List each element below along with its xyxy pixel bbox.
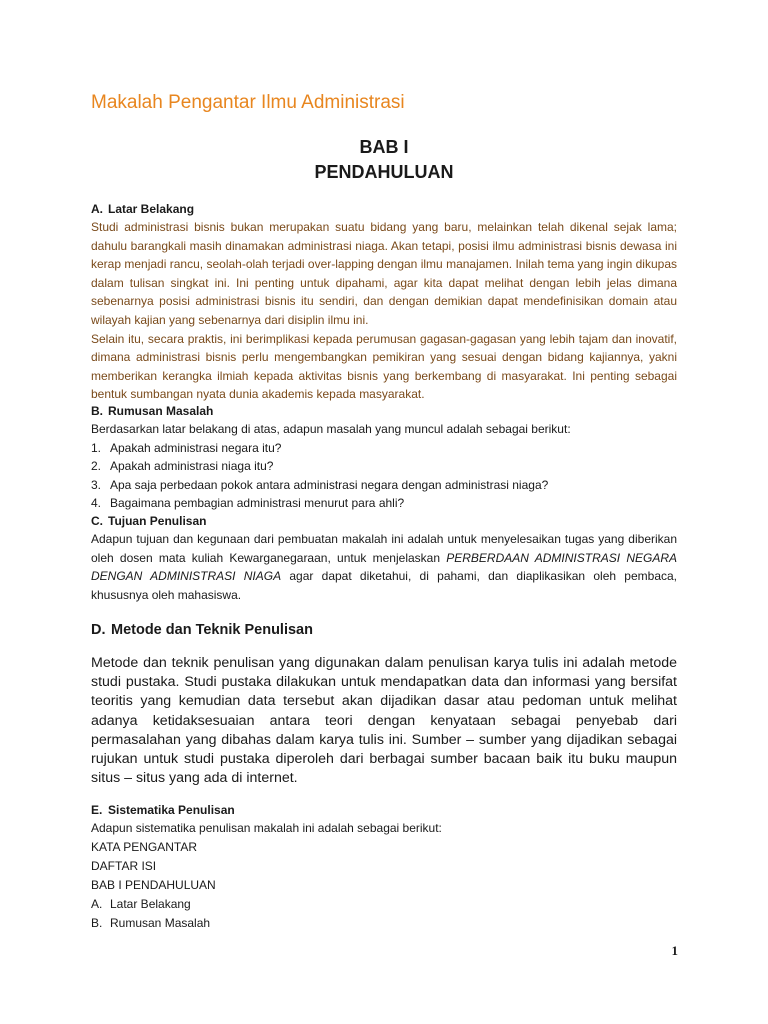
section-d-number: D. — [91, 622, 106, 638]
outline-line: KATA PENGANTAR — [91, 840, 198, 854]
section-c-title: Tujuan Penulisan — [108, 514, 207, 528]
list-item-number: 2. — [91, 459, 102, 474]
section-b-heading — [91, 402, 677, 420]
page-number: 1 — [671, 943, 678, 958]
list-item-text: Apakah administrasi negara itu? — [110, 440, 282, 455]
list-item-text: Bagaimana pembagian administrasi menurut para ahli? — [110, 496, 405, 511]
chapter-number: BAB I — [359, 137, 409, 157]
outline-sub-item — [91, 914, 677, 933]
list-item-number: 1. — [91, 440, 102, 455]
section-c-text-after: agar dapat diketahui, di pahami, dan diaplikasikan oleh pembaca, khususnya oleh mahasiswa. — [91, 569, 678, 602]
outline-sub-item-text: Rumusan Masalah — [110, 916, 211, 930]
section-c-text-before: Adapun tujuan dan kegunaan dari pembuatan makalah ini adalah untuk menyelesaikan tugas yang diberikan oleh dosen mata kuliah Kewarganegaraan, untuk menjelaskan — [91, 532, 677, 565]
list-item-number: 3. — [91, 477, 102, 492]
list-item — [91, 439, 677, 458]
list-item-text: Apa saja perbedaan pokok antara administrasi negara dengan administrasi niaga? — [110, 477, 549, 492]
outline-list — [91, 819, 677, 933]
section-d-title: Metode dan Teknik Penulisan — [111, 622, 313, 638]
section-e-title: Sistematika Penulisan — [108, 803, 235, 817]
outline-intro: Adapun sistematika penulisan makalah ini adalah sebagai berikut: — [91, 821, 442, 835]
section-e-heading — [91, 801, 677, 819]
section-tujuan-penulisan — [91, 512, 677, 604]
section-latar-belakang — [91, 200, 677, 404]
section-e-number: E. — [91, 803, 103, 817]
problem-list — [91, 439, 677, 513]
section-sistematika-penulisan — [91, 801, 677, 933]
list-item-text: Apakah administrasi niaga itu? — [110, 459, 274, 474]
section-a-paragraph-2: Selain itu, secara praktis, ini berimplikasi kepada perumusan gagasan-gagasan yang lebih tajam dan inovatif, dimana administrasi bisnis perlu mengembangkan pemikiran yang sesuai dengan bidang kajiannya, yakni memberikan kerangka ilmiah kepada aktivitas bisnis yang berkembang di masyarakat. Ini penting sebagai bentuk sumbangan nyata dunia akademis kepada masyarakat. — [91, 331, 677, 402]
document-title: Makalah Pengantar Ilmu Administrasi — [91, 92, 405, 113]
section-a-paragraph-1: Studi administrasi bisnis bukan merupakan suatu bidang yang baru, melainkan telah dikenal sejak lama; dahulu barangkali masih dinamakan administrasi niaga. Akan tetapi, posisi ilmu administrasi bisnis dewasa ini kerap menjadi rancu, seolah-olah terjadi over-lapping dengan ilmu manajamen. Inilah tema yang ingin dikupas dalam tulisan singkat ini. Ini penting untuk dipahami, agar kita dapat melihat dengan lebih jelas dimana sebenarnya posisi administrasi bisnis itu sendiri, dan dengan demikian dapat mendefinisikan domain atau wilayah kajian yang sebenarnya dari disiplin ilmu ini. — [91, 220, 677, 327]
outline-line: DAFTAR ISI — [91, 859, 157, 873]
outline-sub-item-letter: A. — [91, 897, 103, 911]
section-d-paragraph: Metode dan teknik penulisan yang digunakan dalam penulisan karya tulis ini adalah metode studi pustaka. Studi pustaka dilakukan untuk mendapatkan data dan informasi yang bersifat teoritis yang kemudian data tersebut akan dijadikan dasar atau pedoman untuk melihat adanya ketidaksesuaian antara teori dengan kenyataan sebagai penyebab dari permasalahan yang dibahas dalam karya tulis ini. Sumber – sumber yang dijadikan sebagai rujukan untuk studi pustaka diperoleh dari berbagai sumber bacaan baik itu buku maupun situs – situs yang ada di internet. — [91, 655, 677, 787]
list-item — [91, 457, 677, 476]
section-c-heading — [91, 512, 677, 530]
outline-sub-item — [91, 895, 677, 914]
outline-line: BAB I PENDAHULUAN — [91, 878, 216, 892]
section-c-number: C. — [91, 514, 103, 528]
section-c-paragraph — [91, 530, 677, 604]
outline-sub-item-text: Latar Belakang — [110, 897, 191, 911]
list-item — [91, 494, 677, 513]
section-b-title: Rumusan Masalah — [108, 404, 214, 418]
outline-sub-item-letter: B. — [91, 916, 103, 930]
section-metode-penulisan — [91, 620, 677, 788]
section-a-heading — [91, 200, 677, 218]
section-c-italic-title: PERBERDAAN ADMINISTRASI NEGARA DENGAN ADMINISTRASI NIAGA — [91, 550, 677, 584]
section-a-title: Latar Belakang — [108, 202, 195, 216]
section-d-heading — [91, 620, 677, 640]
list-item — [91, 476, 677, 495]
section-b-intro: Berdasarkan latar belakang di atas, adapun masalah yang muncul adalah sebagai berikut: — [91, 422, 571, 436]
section-b-number: B. — [91, 404, 103, 418]
chapter-heading — [0, 135, 768, 185]
chapter-title: PENDAHULUAN — [314, 162, 454, 182]
section-a-number: A. — [91, 202, 103, 216]
section-rumusan-masalah — [91, 402, 677, 513]
list-item-number: 4. — [91, 496, 102, 511]
